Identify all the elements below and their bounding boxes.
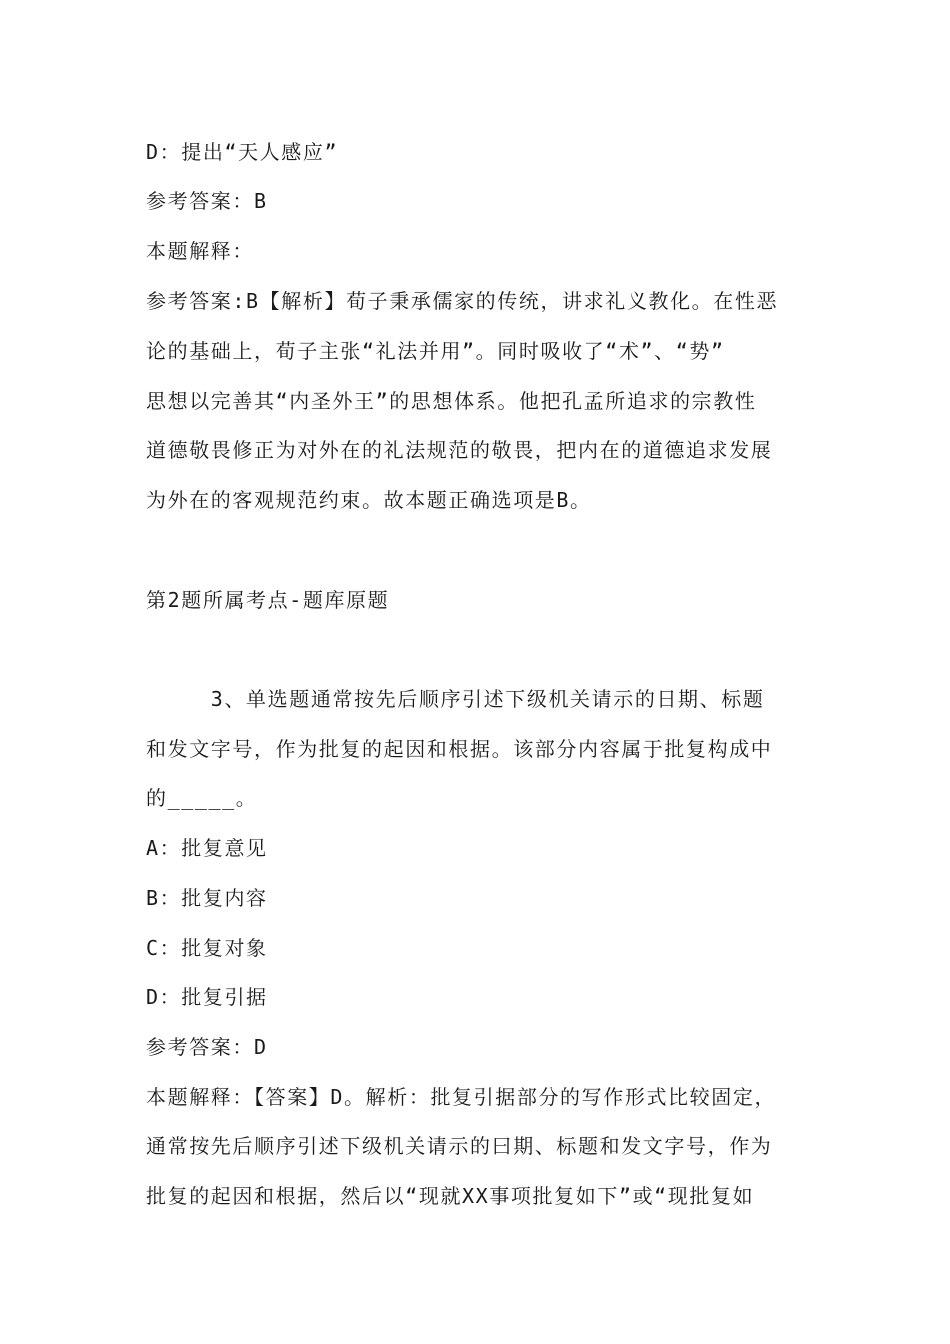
q3-answer: 参考答案：D [146,1035,268,1059]
section-heading: 第2题所属考点-题库原题 [146,588,390,612]
q3-option-d: D：批复引据 [146,985,268,1009]
q3-stem-line: 的_____。 [146,786,258,810]
q3-explain-line: 通常按先后顺序引述下级机关请示的曰期、标题和发文字号，作为 [146,1134,773,1158]
q1-explain-line: 为外在的客观规范约束。故本题正确选项是B。 [146,488,592,512]
q3-option-a: A：批复意见 [146,836,268,860]
q3-stem-line: 3、单选题通常按先后顺序引述下级机关请示的日期、标题 [146,687,765,711]
q1-explain-line: 道德敬畏修正为对外在的礼法规范的敬畏，把内在的道德追求发展 [146,438,773,462]
q3-option-c: C：批复对象 [146,936,268,960]
q1-explain-line: 参考答案:B【解析】荀子秉承儒家的传统，讲求礼义教化。在性恶 [146,289,779,313]
q3-stem-line: 和发文字号，作为批复的起因和根据。该部分内容属于批复构成中 [146,737,773,761]
q1-explain-line: 思想以完善其“内圣外王”的思想体系。他把孔孟所追求的宗教性 [146,389,757,413]
q3-explain-line: 批复的起因和根据，然后以“现就XX事项批复如下”或“现批复如 [146,1184,755,1208]
q1-explain-line: 论的基础上，荀子主张“礼法并用”。同时吸收了“术”、“势” [146,339,725,363]
q1-answer: 参考答案：B [146,189,268,213]
q3-explain-line: 本题解释：【答案】D。解析：批复引据部分的写作形式比较固定， [146,1085,777,1109]
q1-explain-label: 本题解释： [146,239,254,263]
q3-option-b: B：批复内容 [146,886,268,910]
q1-option-d: D：提出“天人感应” [146,140,339,164]
